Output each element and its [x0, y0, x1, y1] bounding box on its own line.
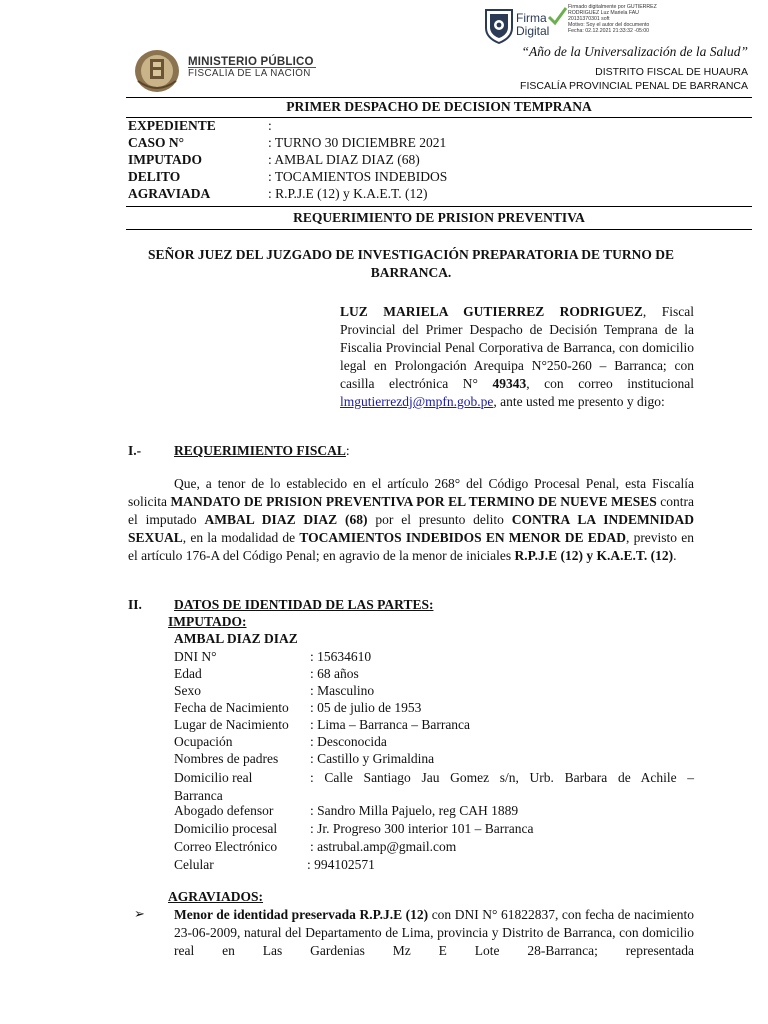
- field-label: Ocupación: [174, 734, 233, 749]
- section-title: [174, 597, 433, 613]
- coat-of-arms-icon: [132, 47, 182, 93]
- field-label: DNI N°: [174, 649, 217, 664]
- para-run: por el presunto delito: [367, 512, 512, 527]
- signature-line: Firmado digitalmente por GUTIERREZ: [568, 4, 657, 10]
- requirement-paragraph: [128, 475, 694, 565]
- field-value: : 994102571: [307, 857, 375, 872]
- section-title: [174, 443, 350, 459]
- section-title-text: REQUERIMIENTO FISCAL: [174, 443, 346, 458]
- logo-subtitle: FISCALÍA DE LA NACIÓN: [188, 68, 311, 79]
- signature-details: [568, 4, 682, 34]
- para-run: .: [673, 548, 677, 563]
- case-value: : AMBAL DIAZ DIAZ (68): [268, 152, 420, 167]
- para-run: , previsto en el artículo 176-A del Código Penal; en agravio de la menor de iniciales: [128, 530, 695, 563]
- signature-line: RODRIGUEZ Luz Mariela FAU: [568, 10, 639, 17]
- victim-id: Menor de identidad preservada R.P.J.E (12): [174, 907, 429, 922]
- para-run: TOCAMIENTOS INDEBIDOS EN MENOR DE EDAD: [299, 530, 626, 545]
- signature-line: Motivo: Soy el autor del documento: [568, 22, 650, 29]
- field-value: : 68 años: [310, 666, 359, 681]
- signature-line: Fecha: 02.12.2021 21:33:32 -05:00: [568, 28, 650, 35]
- case-label: CASO N°: [128, 135, 185, 150]
- field-label: Fecha de Nacimiento: [174, 700, 289, 715]
- case-label: EXPEDIENTE: [128, 118, 216, 133]
- case-label: DELITO: [128, 169, 181, 184]
- intro-text: , Fiscal Provincial del Primer Despacho de Decisión Temprana de la Fiscalia Provincial Penal Corporativa de Barranca, con domicilio legal en Prolongación Arequipa N°250-260 – Barranca; con casilla electrónica N°: [340, 304, 695, 391]
- office-label: FISCALÍA PROVINCIAL PENAL DE BARRANCA: [520, 80, 748, 92]
- imputado-name: AMBAL DIAZ DIAZ: [174, 631, 298, 646]
- para-run: Que, a tenor de lo establecido en el artículo 268° del Código Procesal Penal, esta Fiscalía solicita: [128, 476, 694, 509]
- case-label: AGRAVIADA: [128, 186, 211, 201]
- firma-digital-label: Firma Digital: [516, 11, 550, 38]
- agraviados-label: AGRAVIADOS:: [168, 889, 264, 904]
- case-value: : TOCAMIENTOS INDEBIDOS: [268, 169, 448, 184]
- section-number: I.-: [128, 443, 142, 458]
- field-value: : Desconocida: [310, 734, 387, 749]
- intro-text: , ante usted me presento y digo:: [493, 394, 665, 409]
- intro-text: , con correo institucional: [526, 376, 694, 391]
- para-run: contra el imputado: [128, 494, 694, 527]
- victim-text: con DNI N° 61822837, con fecha de nacimiento 23-06-2009, natural del Departamento de Lima, provincia y Distrito de Barranca, con domicilio real en Las Gardenias Mz E Lote 28-Barranca; representada: [174, 907, 694, 958]
- field-value: : Castillo y Grimaldina: [310, 751, 435, 766]
- case-value: : R.P.J.E (12) y K.A.E.T. (12): [268, 186, 428, 201]
- addressee: SEÑOR JUEZ DEL JUZGADO DE INVESTIGACIÓN PREPARATORIA DE TURNO DE BARRANCA.: [148, 247, 674, 280]
- field-label: Sexo: [174, 683, 201, 698]
- seal-icon: [482, 6, 516, 44]
- year-motto: “Año de la Universalización de la Salud”: [521, 44, 748, 59]
- arrow-bullet-icon: ➢: [134, 906, 145, 921]
- despacho-title: PRIMER DESPACHO DE DECISION TEMPRANA: [286, 99, 592, 114]
- divider: [126, 229, 752, 230]
- field-label: Lugar de Nacimiento: [174, 717, 289, 732]
- para-run: CONTRA LA INDEMNIDAD SEXUAL: [128, 512, 695, 545]
- field-value: : 05 de julio de 1953: [310, 700, 422, 715]
- email-link[interactable]: lmgutierrezdj@mpfn.gob.pe: [340, 394, 494, 409]
- case-value: : TURNO 30 DICIEMBRE 2021: [268, 135, 447, 150]
- digital-signature-badge: [482, 4, 682, 46]
- para-run: AMBAL DIAZ DIAZ (68): [204, 512, 368, 527]
- field-label: Domicilio procesal: [174, 821, 278, 836]
- imputado-label: IMPUTADO:: [168, 614, 247, 629]
- section-number: II.: [128, 597, 142, 612]
- field-value: : astrubal.amp@gmail.com: [310, 839, 457, 854]
- field-value: : Sandro Milla Pajuelo, reg CAH 1889: [310, 803, 519, 818]
- case-label: IMPUTADO: [128, 152, 202, 167]
- field-label: Nombres de padres: [174, 751, 279, 766]
- field-value: : Jr. Progreso 300 interior 101 – Barranca: [310, 821, 534, 836]
- logo-title: MINISTERIO PÚBLICO: [188, 56, 314, 68]
- divider: [126, 117, 752, 118]
- field-label: Correo Electrónico: [174, 839, 278, 854]
- prosecutor-name: LUZ MARIELA GUTIERREZ RODRIGUEZ: [340, 304, 643, 319]
- field-label: Domicilio real: [174, 770, 253, 785]
- district-label: DISTRITO FISCAL DE HUAURA: [595, 66, 748, 78]
- ministerio-publico-logo: [132, 47, 317, 95]
- requirement-title: REQUERIMIENTO DE PRISION PREVENTIVA: [293, 210, 585, 225]
- divider: [126, 206, 752, 207]
- field-value: : 15634610: [310, 649, 372, 664]
- field-label: Edad: [174, 666, 202, 681]
- victim-paragraph: [174, 906, 694, 960]
- checkmark-icon: [546, 5, 568, 27]
- field-value: : Lima – Barranca – Barranca: [310, 717, 471, 732]
- field-value-continued: Barranca: [174, 787, 223, 803]
- field-label: Abogado defensor: [174, 803, 274, 818]
- para-run: MANDATO DE PRISION PREVENTIVA POR EL TERMINO DE NUEVE MESES: [170, 494, 657, 509]
- case-value: :: [268, 118, 272, 133]
- para-run: R.P.J.E (12) y K.A.E.T. (12): [514, 548, 674, 563]
- field-label: Celular: [174, 857, 214, 872]
- casilla-number: 49343: [492, 376, 527, 391]
- para-run: , en la modalidad de: [182, 530, 300, 545]
- signature-line: 20131370301 soft: [568, 16, 610, 23]
- intro-paragraph: [340, 303, 694, 411]
- field-value: : Masculino: [310, 683, 375, 698]
- divider: [126, 97, 752, 98]
- field-domicilio-real: [174, 769, 694, 804]
- section-title-text: DATOS DE IDENTIDAD DE LAS PARTES:: [174, 597, 434, 612]
- section-title-suffix: :: [345, 443, 350, 458]
- field-value: : Calle Santiago Jau Gomez s/n, Urb. Barbara de Achile –: [310, 770, 694, 785]
